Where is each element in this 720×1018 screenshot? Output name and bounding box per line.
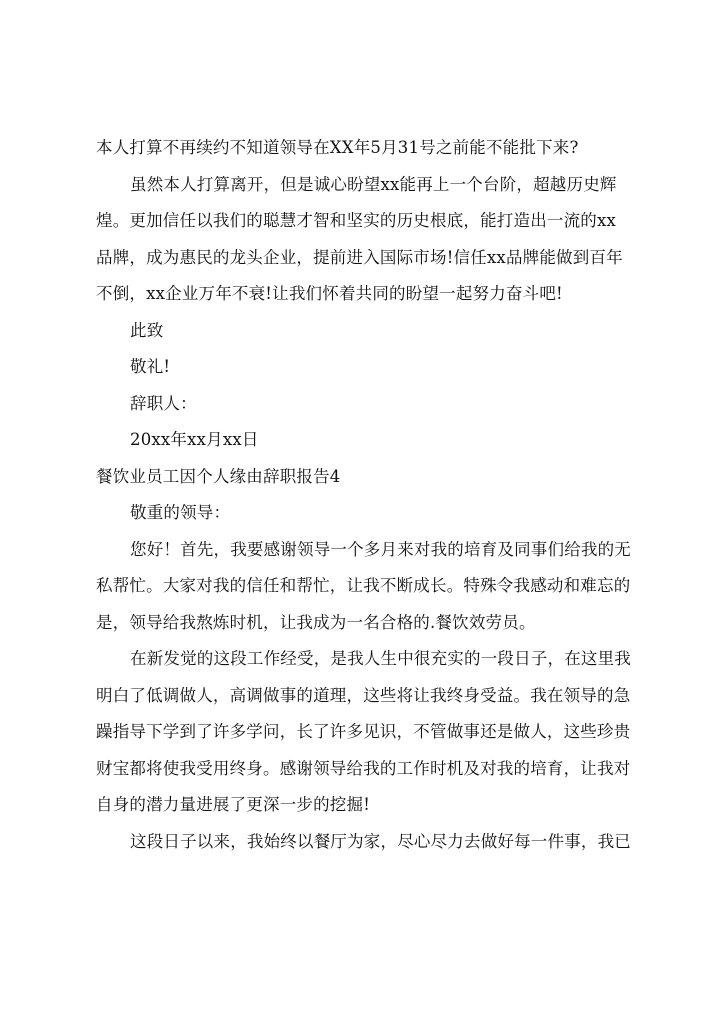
text-line: 躁指导下学到了许多学问，长了许多见识，不管做事还是做人，这些珍贵 <box>96 722 631 741</box>
document-body <box>96 130 656 860</box>
greeting-line: 敬重的领导： <box>130 503 231 522</box>
paragraph-start-line: 您好！首先，我要感谢领导一个多月来对我的培育及同事们给我的无 <box>130 539 631 559</box>
closing-line: 此致 <box>130 320 164 340</box>
text-line: 品牌，成为惠民的龙头企业，提前进入国际市场!信任xx品牌能做到百年 <box>96 247 623 267</box>
paragraph-start-line: 在新发觉的这段工作经受，是我人生中很充实的一段日子，在这里我 <box>130 649 631 668</box>
text-line: 煌。更加信任以我们的聪慧才智和坚实的历史根底，能打造出一流的xx <box>96 211 617 230</box>
text-line: 本人打算不再续约不知道领导在XX年5月31号之前能不能批下来? <box>96 138 579 157</box>
date-line: 20xx年xx月xx日 <box>130 430 259 449</box>
text-line: 是，领导给我熬炼时机，让我成为一名合格的.餐饮效劳员。 <box>96 612 536 632</box>
text-line: 自身的潜力量进展了更深一步的挖掘! <box>96 795 371 814</box>
paragraph-start-line: 这段日子以来，我始终以餐厅为家，尽心尽力去做好每一件事，我已 <box>130 831 631 851</box>
signature-label: 辞职人： <box>130 393 197 413</box>
paragraph-start-line: 虽然本人打算离开，但是诚心盼望xx能再上一个台阶，超越历史辉 <box>130 174 617 194</box>
text-line: 明白了低调做人，高调做事的道理，这些将让我终身受益。我在领导的急 <box>96 685 631 705</box>
text-line: 私帮忙。大家对我的信任和帮忙，让我不断成长。特殊令我感动和难忘的 <box>96 576 631 595</box>
text-line: 财宝都将使我受用终身。感谢领导给我的工作时机及对我的培育，让我对 <box>96 758 631 778</box>
section-title: 餐饮业员工因个人缘由辞职报告4 <box>96 466 341 486</box>
text-line: 不倒，xx企业万年不衰!让我们怀着共同的盼望一起努力奋斗吧! <box>96 284 563 303</box>
salutation-line: 敬礼! <box>130 357 171 376</box>
